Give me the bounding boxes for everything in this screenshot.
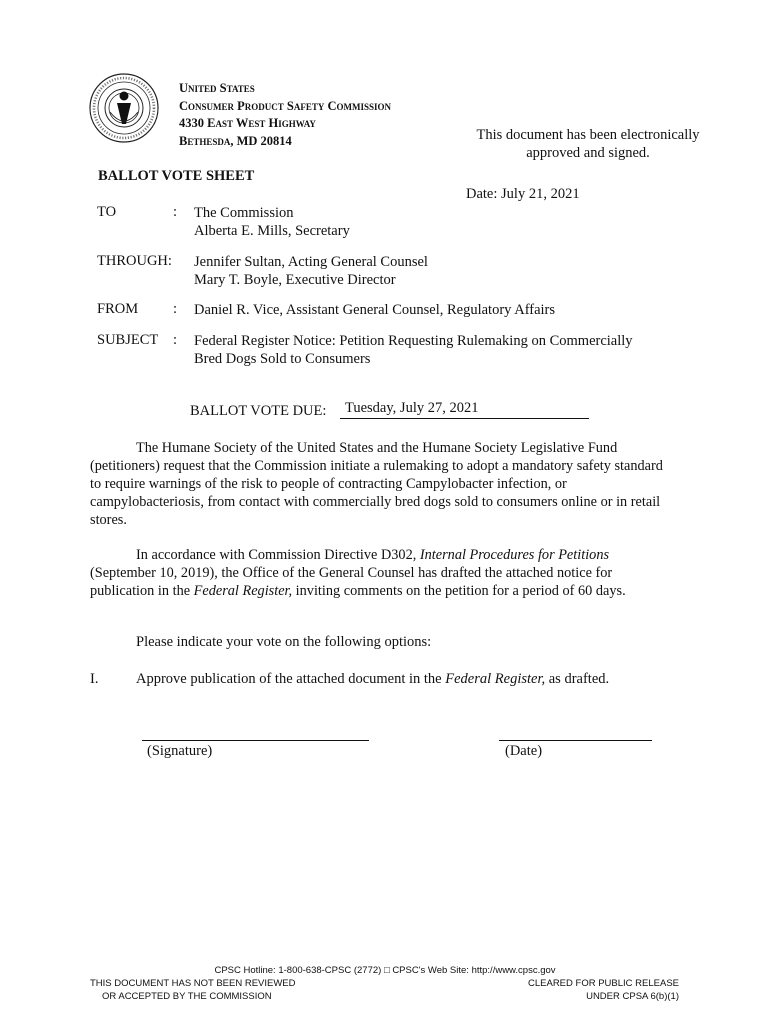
- ballot-title: BALLOT VOTE SHEET: [98, 168, 255, 184]
- from-colon: :: [173, 301, 178, 317]
- through-line1: Jennifer Sultan, Acting General Counsel: [194, 254, 428, 270]
- option-1-italic: Federal Register,: [445, 671, 546, 687]
- through-line2: Mary T. Boyle, Executive Director: [194, 272, 396, 288]
- through-value: [194, 253, 428, 289]
- paragraph-directive: [90, 546, 672, 600]
- date-label: (Date): [505, 743, 543, 759]
- footer-hotline: CPSC Hotline: 1-800-638-CPSC (2772) □ CPSC's Web Site: http://www.cpsc.gov: [214, 965, 556, 976]
- directive-text-a: In accordance with Commission Directive D302,: [136, 547, 420, 563]
- option-1-number: I.: [90, 671, 99, 687]
- to-line2: Alberta E. Mills, Secretary: [194, 223, 350, 239]
- paragraph-directive-text: [90, 546, 672, 600]
- subject-colon: :: [173, 332, 178, 348]
- subject-line2: Bred Dogs Sold to Consumers: [194, 351, 371, 367]
- electronic-signature-note: [472, 126, 704, 162]
- directive-italic-register: Federal Register,: [193, 583, 293, 599]
- ballot-due-label: BALLOT VOTE DUE:: [190, 403, 327, 419]
- memo-date: Date: July 21, 2021: [466, 186, 580, 202]
- agency-name-line2: Consumer Product Safety Commission: [179, 98, 392, 113]
- signature-line[interactable]: [142, 726, 369, 741]
- vote-instruction: Please indicate your vote on the following options:: [136, 634, 432, 650]
- from-label: FROM: [97, 301, 139, 317]
- from-value: Daniel R. Vice, Assistant General Counsel, Regulatory Affairs: [194, 302, 556, 318]
- directive-text-c: inviting comments on the petition for a period of 60 days.: [292, 583, 626, 599]
- date-line[interactable]: [499, 726, 652, 741]
- directive-italic-title: Internal Procedures for Petitions: [419, 547, 610, 563]
- agency-name-line1: United States: [179, 81, 255, 95]
- subject-line1: Federal Register Notice: Petition Requesting Rulemaking on Commercially: [194, 333, 633, 349]
- footer-release-notice: [528, 977, 679, 1003]
- through-label: THROUGH:: [97, 253, 172, 269]
- signature-label: (Signature): [147, 743, 213, 759]
- footer-review-notice: [90, 977, 296, 1003]
- to-line1: The Commission: [194, 205, 294, 221]
- agency-address-block: [179, 80, 391, 150]
- option-1-text-a: Approve publication of the attached document in the: [136, 671, 446, 687]
- footer-left-line2: OR ACCEPTED BY THE COMMISSION: [102, 991, 272, 1002]
- esign-line2: approved and signed.: [526, 145, 650, 161]
- subject-label: SUBJECT: [97, 332, 159, 348]
- address-street: 4330 East West Highway: [179, 116, 316, 130]
- cpsc-seal-logo: [88, 72, 160, 144]
- address-city: Bethesda, MD 20814: [179, 133, 292, 148]
- subject-value: [194, 332, 633, 368]
- to-colon: :: [173, 204, 178, 220]
- directive-text-b: (September 10, 2019), the Office of the General Counsel has drafted the attached notice for publication in the: [90, 565, 613, 599]
- footer-right-line1: CLEARED FOR PUBLIC RELEASE: [528, 978, 679, 989]
- option-1-text: [136, 671, 609, 688]
- footer-left-line1: THIS DOCUMENT HAS NOT BEEN REVIEWED: [90, 978, 296, 989]
- option-1-text-b: as drafted.: [545, 671, 610, 687]
- paragraph-petition-text: The Humane Society of the United States and the Humane Society Legislative Fund (petitioners) request that the Commission initiate a rulemaking to adopt a mandatory safety standard to require warnings of the risk to people of contracting Campylobacter infection, or campylobacteriosis, from contact with commercially bred dogs sold to consumers online or in retail stores.: [90, 440, 663, 528]
- ballot-due-value: Tuesday, July 27, 2021: [345, 400, 479, 416]
- esign-line1: This document has been electronically: [476, 127, 700, 143]
- to-label: TO: [97, 204, 117, 220]
- footer-right-line2: UNDER CPSA 6(b)(1): [586, 991, 679, 1002]
- to-value: [194, 204, 350, 240]
- paragraph-petition: [90, 439, 672, 529]
- ballot-due-field: [340, 400, 589, 419]
